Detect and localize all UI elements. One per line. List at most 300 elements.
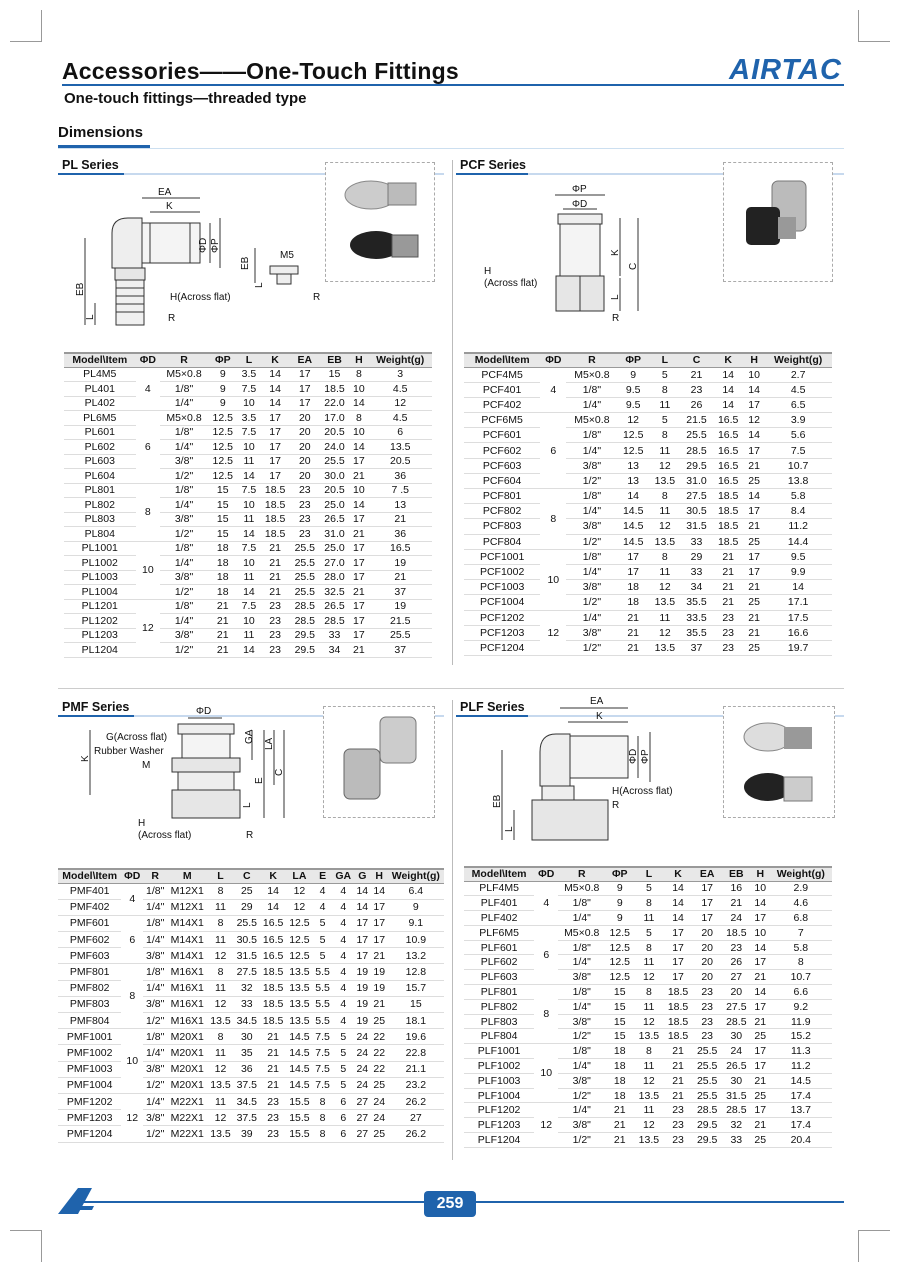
table-cell: 17	[371, 899, 388, 915]
table-row	[464, 367, 832, 382]
table-cell: 1/8"	[143, 915, 167, 931]
pmf-label-d: ΦD	[196, 706, 212, 717]
table-cell: 4	[333, 932, 354, 948]
table-cell: 2.9	[770, 881, 832, 896]
table-cell: 1/8"	[566, 428, 617, 443]
table-cell: 20.5	[320, 425, 350, 440]
table-cell: 8	[207, 964, 233, 980]
table-cell: 21	[681, 367, 713, 382]
table-cell: 8	[349, 367, 368, 382]
table-cell: 24	[354, 1029, 371, 1045]
table-cell: 14	[260, 899, 286, 915]
table-cell: PLF603	[464, 970, 534, 985]
table-cell: 17	[260, 469, 290, 484]
table-cell: 10	[349, 425, 368, 440]
table-cell: 1/8"	[566, 489, 617, 504]
plf-label-ea: EA	[590, 696, 604, 707]
table-cell: 1/2"	[143, 1077, 167, 1093]
column-header: Weight(g)	[764, 353, 832, 367]
table-cell: 21.1	[388, 1061, 444, 1077]
column-header: L	[649, 353, 681, 367]
table-cell: 17	[617, 549, 649, 564]
table-cell: 8.4	[764, 504, 832, 519]
table-row	[64, 541, 432, 556]
table-cell: 11	[649, 610, 681, 625]
table-cell: 29.5	[681, 458, 713, 473]
pcf-label-l: L	[610, 294, 621, 300]
table-cell: M14X1	[167, 932, 207, 948]
table-cell: 12	[207, 996, 233, 1012]
table-cell: 34	[320, 643, 350, 658]
table-cell: 17	[663, 940, 692, 955]
table-cell: 21	[260, 1061, 286, 1077]
table-cell: PLF602	[464, 955, 534, 970]
table-cell: 5	[313, 915, 333, 931]
table-cell: PCF1004	[464, 595, 540, 610]
table-cell: 15.2	[770, 1029, 832, 1044]
table-cell: 10	[751, 925, 770, 940]
table-cell: 12	[634, 1118, 663, 1133]
table-cell: 17.5	[764, 610, 832, 625]
table-cell: 25.5	[681, 428, 713, 443]
column-header: Weight(g)	[368, 353, 432, 367]
table-cell: 17	[354, 948, 371, 964]
table-cell: 5	[313, 932, 333, 948]
table-cell: 7.5	[238, 483, 261, 498]
table-cell: PMF1202	[58, 1093, 121, 1109]
table-cell: 1/2"	[566, 473, 617, 488]
table-cell: 18.5	[260, 1013, 286, 1029]
table-cell: 3/8"	[558, 1118, 605, 1133]
table-cell: 10	[534, 1044, 558, 1103]
table-cell: 14	[751, 940, 770, 955]
table-cell: 21	[260, 570, 290, 585]
table-cell: 32	[722, 1118, 751, 1133]
table-cell: M12X1	[167, 899, 207, 915]
table-cell: 18	[208, 541, 238, 556]
column-header: LA	[286, 869, 312, 883]
table-cell: 10	[238, 498, 261, 513]
table-cell: 8	[207, 915, 233, 931]
table-cell: 1/4"	[160, 498, 208, 513]
table-cell: 4	[121, 883, 143, 915]
pl-label-eb: EB	[75, 282, 86, 296]
table-cell: 21	[605, 1118, 634, 1133]
table-cell: 21	[349, 585, 368, 600]
table-cell: 14	[663, 881, 692, 896]
table-cell: 25	[751, 1029, 770, 1044]
table-cell: 19	[371, 980, 388, 996]
table-cell: 33	[681, 534, 713, 549]
table-cell: 21	[208, 614, 238, 629]
table-cell: PL1002	[64, 556, 136, 571]
page-title: Accessories——One-Touch Fittings	[62, 58, 459, 84]
table-cell: 25.5	[290, 570, 320, 585]
table-cell: 31.5	[722, 1088, 751, 1103]
table-cell: 23	[712, 640, 744, 655]
table-row	[464, 985, 832, 1000]
table-cell: 25.0	[320, 498, 350, 513]
pl-label-k: K	[166, 201, 173, 212]
table-cell: 17	[617, 564, 649, 579]
table-cell: 18	[617, 595, 649, 610]
column-header: Weight(g)	[770, 867, 832, 881]
column-header: ΦP	[617, 353, 649, 367]
table-cell: 3/8"	[160, 628, 208, 643]
table-row	[464, 580, 832, 595]
rule	[456, 173, 528, 175]
table-cell: 25.5	[693, 1088, 722, 1103]
table-cell: 21	[368, 512, 432, 527]
table-cell: PL1004	[64, 585, 136, 600]
pmf-label-m: M	[142, 760, 151, 771]
table-cell: 21	[712, 580, 744, 595]
table-row	[464, 1029, 832, 1044]
table-row	[58, 883, 444, 899]
table-cell: 23.2	[388, 1077, 444, 1093]
table-cell: 4	[333, 996, 354, 1012]
table-cell: 16	[722, 881, 751, 896]
table-cell: 18.5	[260, 483, 290, 498]
table-cell: 15	[605, 1014, 634, 1029]
table-cell: 23	[260, 1093, 286, 1109]
table-cell: 9	[208, 382, 238, 397]
table-cell: 14	[354, 883, 371, 899]
table-cell: PMF803	[58, 996, 121, 1012]
table-cell: 4	[333, 915, 354, 931]
table-cell: 23	[260, 643, 290, 658]
table-cell: 17	[349, 614, 368, 629]
table-cell: 1/4"	[558, 911, 605, 926]
table-cell: 30	[722, 1073, 751, 1088]
table-cell: 11	[238, 570, 261, 585]
table-cell: 13.7	[770, 1103, 832, 1118]
table-cell: 34	[681, 580, 713, 595]
table-cell: 14.5	[617, 534, 649, 549]
table-cell: 13.5	[207, 1077, 233, 1093]
table-cell: 6	[540, 413, 566, 489]
table-cell: PL603	[64, 454, 136, 469]
table-cell: 17	[663, 925, 692, 940]
pmf-label-k: K	[80, 755, 91, 762]
crop-mark	[858, 1230, 890, 1262]
table-cell: 9	[605, 896, 634, 911]
plf-series-title: PLF Series	[460, 700, 525, 714]
table-cell: 13.2	[388, 948, 444, 964]
table-cell: 8	[649, 489, 681, 504]
table-cell: 25	[371, 1126, 388, 1142]
table-cell: 12.8	[388, 964, 444, 980]
pl-label-h: H(Across flat)	[170, 292, 231, 303]
table-cell: 18.5	[663, 1014, 692, 1029]
table-cell: 6	[136, 411, 161, 484]
table-cell: 4	[534, 881, 558, 925]
table-cell: 12	[649, 519, 681, 534]
table-cell: 25.5	[693, 1059, 722, 1074]
table-cell: 3/8"	[558, 970, 605, 985]
table-cell: M20X1	[167, 1061, 207, 1077]
table-cell: 16.5	[260, 948, 286, 964]
table-cell: 14	[238, 527, 261, 542]
table-cell: 11	[207, 1093, 233, 1109]
table-cell: 14	[712, 382, 744, 397]
table-cell: 7.5	[238, 541, 261, 556]
table-row	[64, 512, 432, 527]
pl-label-eb-small: EB	[240, 256, 251, 270]
table-cell: 7.5	[313, 1029, 333, 1045]
table-cell: 28.5	[722, 1103, 751, 1118]
table-cell: 11	[649, 564, 681, 579]
table-cell: 21	[260, 1029, 286, 1045]
table-cell: 25	[744, 595, 764, 610]
table-cell: 30	[722, 1029, 751, 1044]
table-row	[464, 970, 832, 985]
table-cell: 30	[234, 1029, 260, 1045]
pmf-label-hf: (Across flat)	[138, 830, 192, 841]
table-cell: 24	[371, 1093, 388, 1109]
table-cell: 1/2"	[143, 1013, 167, 1029]
table-cell: 9.2	[770, 999, 832, 1014]
table-row	[64, 454, 432, 469]
table-cell: 5	[634, 881, 663, 896]
table-cell: PCF603	[464, 458, 540, 473]
table-row	[58, 1093, 444, 1109]
table-cell: 23	[260, 1110, 286, 1126]
table-cell: 24	[722, 911, 751, 926]
column-divider	[452, 160, 453, 665]
table-cell: PCF1001	[464, 549, 540, 564]
table-cell: 29.5	[693, 1118, 722, 1133]
table-cell: M22X1	[167, 1126, 207, 1142]
table-cell: 24	[354, 1045, 371, 1061]
table-cell: PMF1204	[58, 1126, 121, 1142]
table-cell: 21	[260, 585, 290, 600]
table-cell: 13.5	[649, 473, 681, 488]
column-header: ΦD	[121, 869, 143, 883]
table-cell: 27	[354, 1093, 371, 1109]
table-cell: 20.5	[320, 483, 350, 498]
table-cell: 1/4"	[566, 397, 617, 412]
table-cell: 3/8"	[160, 570, 208, 585]
table-cell: 10	[349, 382, 368, 397]
table-cell: 31.5	[681, 519, 713, 534]
table-cell: 6.4	[388, 883, 444, 899]
table-cell: M22X1	[167, 1093, 207, 1109]
column-divider	[452, 700, 453, 1160]
table-cell: 9	[208, 367, 238, 382]
table-cell: 23	[290, 483, 320, 498]
table-cell: 18	[617, 580, 649, 595]
table-cell: M20X1	[167, 1029, 207, 1045]
table-cell: 23	[260, 599, 290, 614]
section-rule-light	[58, 148, 844, 149]
pl-dimension-drawing	[70, 178, 330, 338]
table-cell: 12	[368, 396, 432, 411]
column-header: R	[566, 353, 617, 367]
table-cell: 14	[751, 985, 770, 1000]
table-cell: PMF801	[58, 964, 121, 980]
table-cell: 1/8"	[160, 483, 208, 498]
table-cell: 30.0	[320, 469, 350, 484]
column-header: K	[712, 353, 744, 367]
table-cell: 1/4"	[558, 999, 605, 1014]
table-row	[58, 1045, 444, 1061]
table-cell: PLF1203	[464, 1118, 534, 1133]
table-cell: 1/4"	[143, 980, 167, 996]
table-cell: 18.5	[260, 527, 290, 542]
table-cell: 8	[313, 1126, 333, 1142]
table-row	[64, 527, 432, 542]
table-cell: 10	[238, 556, 261, 571]
table-cell: 10	[121, 1029, 143, 1094]
table-cell: 8	[136, 483, 161, 541]
table-cell: 14	[744, 489, 764, 504]
table-cell: 13.5	[207, 1013, 233, 1029]
table-cell: 17	[349, 454, 368, 469]
table-row	[464, 413, 832, 428]
table-row	[58, 1029, 444, 1045]
table-cell: 15	[388, 996, 444, 1012]
table-cell: 12	[534, 1103, 558, 1147]
table-cell: 23	[722, 940, 751, 955]
table-cell: PLF1202	[464, 1103, 534, 1118]
table-cell: 12.5	[605, 925, 634, 940]
table-cell: 1/4"	[566, 564, 617, 579]
table-cell: M16X1	[167, 1013, 207, 1029]
pl-label-ea: EA	[158, 187, 172, 198]
table-cell: 21	[722, 896, 751, 911]
pmf-label-r: R	[246, 830, 254, 841]
table-cell: 5	[649, 367, 681, 382]
table-cell: 36	[368, 527, 432, 542]
table-cell: 17	[744, 504, 764, 519]
table-cell: 23	[693, 1014, 722, 1029]
table-cell: 14	[349, 498, 368, 513]
table-cell: 10.7	[764, 458, 832, 473]
table-cell: 13.8	[764, 473, 832, 488]
table-cell: 3	[368, 367, 432, 382]
table-cell: 12	[136, 599, 161, 657]
table-row	[64, 469, 432, 484]
table-cell: 4	[333, 964, 354, 980]
pcf-label-hf: (Across flat)	[484, 278, 538, 289]
column-header: Weight(g)	[388, 869, 444, 883]
table-cell: 11.2	[770, 1059, 832, 1074]
table-cell: PLF601	[464, 940, 534, 955]
table-cell: 35.5	[681, 625, 713, 640]
table-cell: PCF803	[464, 519, 540, 534]
table-cell: 11	[649, 443, 681, 458]
table-cell: PL1204	[64, 643, 136, 658]
table-cell: 32.5	[320, 585, 350, 600]
table-cell: 1/4"	[160, 396, 208, 411]
table-cell: 9.5	[617, 397, 649, 412]
table-cell: 11	[238, 454, 261, 469]
table-cell: 14	[238, 643, 261, 658]
table-cell: 8	[634, 940, 663, 955]
table-cell: 12.5	[208, 411, 238, 426]
column-header: L	[207, 869, 233, 883]
table-row	[464, 925, 832, 940]
table-cell: 1/2"	[160, 469, 208, 484]
table-cell: 14.4	[764, 534, 832, 549]
table-cell: 27.0	[320, 556, 350, 571]
table-cell: 19	[354, 1013, 371, 1029]
table-cell: 18	[605, 1059, 634, 1074]
table-cell: PL4M5	[64, 367, 136, 382]
table-cell: 10	[238, 440, 261, 455]
table-cell: 1/4"	[160, 556, 208, 571]
plf-dimension-table	[464, 866, 832, 1148]
table-cell: 32	[234, 980, 260, 996]
table-cell: M5×0.8	[566, 367, 617, 382]
table-cell: 21	[744, 625, 764, 640]
table-cell: 25	[751, 1088, 770, 1103]
table-cell: 5.8	[770, 940, 832, 955]
table-cell: 21	[605, 1133, 634, 1148]
table-row	[464, 397, 832, 412]
table-cell: PMF804	[58, 1013, 121, 1029]
table-cell: 1/4"	[558, 1059, 605, 1074]
table-cell: 12	[634, 1073, 663, 1088]
table-cell: PL801	[64, 483, 136, 498]
table-cell: PMF1203	[58, 1110, 121, 1126]
table-cell: M5×0.8	[566, 413, 617, 428]
table-cell: 16.5	[712, 428, 744, 443]
table-cell: 13.5	[649, 534, 681, 549]
table-cell: 7.5	[238, 599, 261, 614]
table-cell: 12.5	[286, 932, 312, 948]
table-cell: 1/4"	[566, 443, 617, 458]
table-cell: 6	[534, 925, 558, 984]
table-cell: 4	[333, 883, 354, 899]
table-cell: 37.5	[234, 1110, 260, 1126]
table-cell: 17.0	[320, 411, 350, 426]
table-cell: 3/8"	[143, 996, 167, 1012]
table-cell: 11	[634, 1059, 663, 1074]
table-cell: 25.5	[693, 1073, 722, 1088]
table-cell: 14	[238, 585, 261, 600]
table-cell: 4.6	[770, 896, 832, 911]
table-cell: 6	[368, 425, 432, 440]
table-cell: 8	[649, 382, 681, 397]
table-cell: 1/4"	[143, 899, 167, 915]
table-cell: 3/8"	[558, 1073, 605, 1088]
table-cell: 14	[751, 896, 770, 911]
table-cell: 13.5	[634, 1088, 663, 1103]
table-cell: 14	[712, 397, 744, 412]
table-cell: 5	[333, 1077, 354, 1093]
table-cell: PCF1203	[464, 625, 540, 640]
table-cell: 4	[313, 899, 333, 915]
table-cell: 36	[234, 1061, 260, 1077]
table-cell: 25	[234, 883, 260, 899]
table-cell: PL1003	[64, 570, 136, 585]
table-cell: 31.5	[234, 948, 260, 964]
table-cell: 33	[320, 628, 350, 643]
table-cell: PL1001	[64, 541, 136, 556]
table-cell: 5.5	[313, 964, 333, 980]
title-rule	[62, 84, 844, 86]
table-cell: 1/2"	[566, 640, 617, 655]
table-row	[58, 964, 444, 980]
table-cell: 7.5	[313, 1045, 333, 1061]
table-cell: 23	[290, 498, 320, 513]
table-cell: 8	[207, 883, 233, 899]
table-cell: 5.8	[764, 489, 832, 504]
column-header: EB	[320, 353, 350, 367]
table-cell: 12.5	[286, 915, 312, 931]
